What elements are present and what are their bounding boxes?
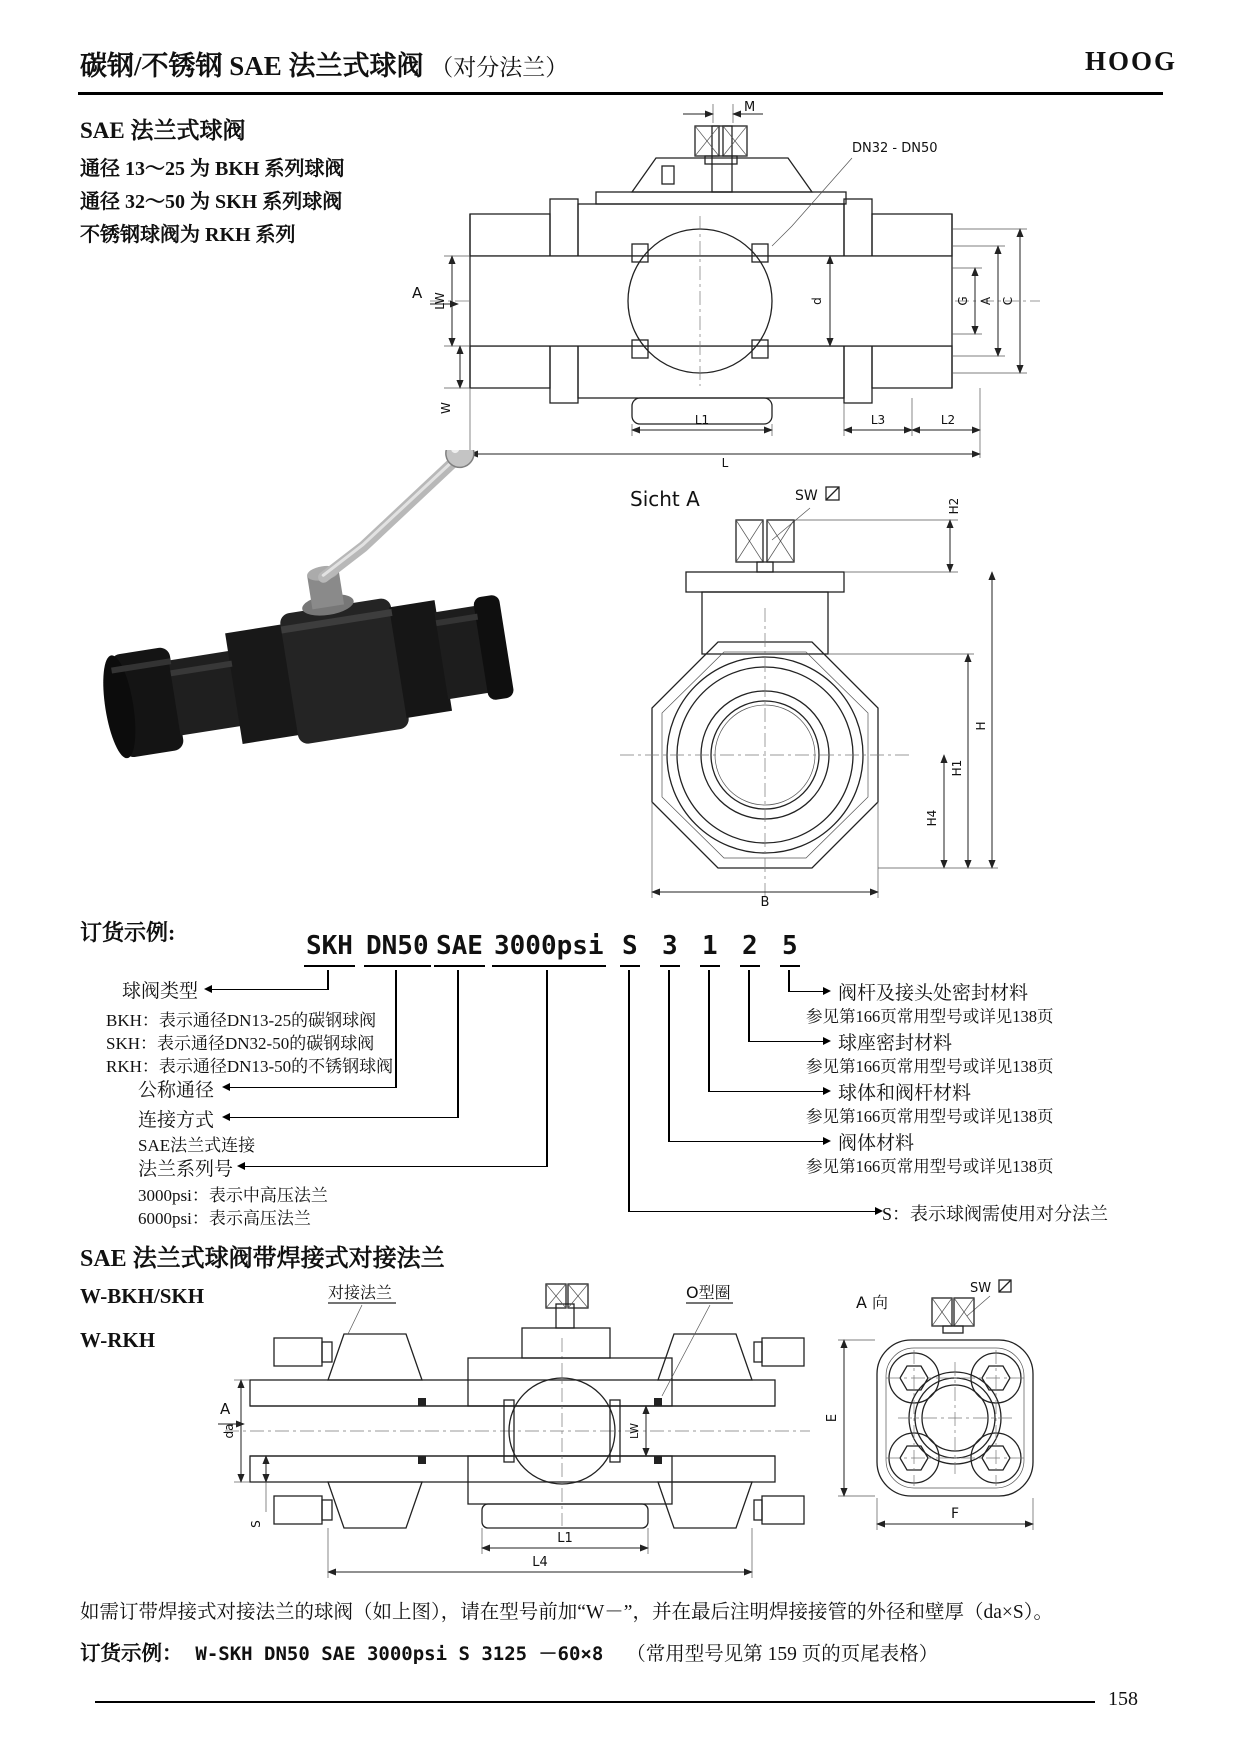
dim-label-l3: L3 xyxy=(870,413,886,427)
code-token-1: 1 xyxy=(700,930,720,967)
leader-line xyxy=(668,970,670,1142)
cross-section-svg xyxy=(400,96,1060,468)
code-token-s: S xyxy=(620,930,640,967)
dim-label-w: W xyxy=(439,402,453,414)
label-stem-seal: 阀杆及接头处密封材料 xyxy=(838,983,1029,1004)
dim-label-h1: H1 xyxy=(950,759,964,777)
section2-heading: SAE 法兰式球阀带焊接式对接法兰 xyxy=(80,1246,445,1272)
dim-label-f: F xyxy=(950,1506,960,1522)
note-6000psi: 6000psi：表示高压法兰 xyxy=(138,1209,311,1228)
order-code-diagram xyxy=(80,930,1190,1232)
butt-flange-label: 对接法兰 xyxy=(328,1283,393,1302)
leader-line xyxy=(546,970,548,1167)
leader-arrow xyxy=(823,987,831,995)
weld-flange-drawing xyxy=(210,1276,1040,1591)
intro-block xyxy=(80,112,344,252)
code-token-3: 3 xyxy=(660,930,680,967)
front-view-drawing xyxy=(560,468,1010,913)
brand-logo: HOOG xyxy=(1085,46,1178,76)
intro-title: SAE 法兰式球阀 xyxy=(80,118,246,143)
dim-label-l1: L1 xyxy=(557,1531,573,1546)
ref-note-1: 参见第166页常用型号或详见138页 xyxy=(806,1007,1054,1026)
dim-label-m: M xyxy=(744,100,756,115)
view-arrow-a-label: A xyxy=(220,1400,231,1418)
leader-line xyxy=(788,970,790,992)
note-rkh: RKH：表示通径DN13-50的不锈钢球阀 xyxy=(106,1057,394,1076)
note-skh: SKH：表示通径DN32-50的碳钢球阀 xyxy=(106,1034,375,1053)
leader-line xyxy=(708,970,710,1092)
intro-line-2: 通径 32～50 为 SKH 系列球阀 xyxy=(80,191,343,213)
dim-label-a: A xyxy=(979,296,993,306)
leader-line xyxy=(668,1141,823,1143)
dim-label-h4: H4 xyxy=(925,809,939,827)
valve-photo xyxy=(85,450,515,795)
valve-cross-section-drawing xyxy=(400,96,1060,473)
dim-label-s: S xyxy=(249,1520,263,1528)
page-header xyxy=(80,44,568,83)
leader-line xyxy=(212,989,328,991)
code-token-5: 5 xyxy=(780,930,800,967)
leader-line xyxy=(748,970,750,1042)
leader-line xyxy=(628,1211,875,1213)
view-arrow-a-label: A xyxy=(412,284,423,302)
label-body-material: 阀体材料 xyxy=(838,1133,915,1154)
leader-line xyxy=(327,970,329,990)
dim-label-l4: L4 xyxy=(532,1555,548,1570)
o-ring-label: O型圈 xyxy=(686,1283,731,1302)
label-flange-series: 法兰系列号 xyxy=(138,1159,234,1180)
ref-note-2: 参见第166页常用型号或详见138页 xyxy=(806,1057,1054,1076)
dim-label-da: da xyxy=(222,1423,236,1439)
page-title: 碳钢/不锈钢 SAE 法兰式球阀 xyxy=(80,51,424,81)
note-sae-connection: SAE法兰式连接 xyxy=(138,1136,256,1155)
example-code: W-SKH DN50 SAE 3000psi S 3125 －60×8 xyxy=(195,1643,604,1665)
example-note: （常用型号见第 159 页的页尾表格） xyxy=(626,1644,939,1665)
leader-line xyxy=(245,1166,547,1168)
order-example-heading: 订货示例: xyxy=(80,920,176,945)
code-token-psi: 3000psi xyxy=(492,930,606,967)
leader-arrow xyxy=(823,1137,831,1145)
leader-line xyxy=(708,1091,823,1093)
leader-line xyxy=(788,991,823,993)
leader-arrow xyxy=(237,1162,245,1170)
page-title-paren: （对分法兰） xyxy=(430,55,569,80)
weld-flange-svg xyxy=(210,1276,1040,1586)
code-token-sae: SAE xyxy=(434,930,485,967)
valve-photo-svg xyxy=(85,450,515,790)
example-label: 订货示例： xyxy=(80,1643,183,1665)
sw-label: SW xyxy=(970,1281,992,1296)
dim-label-lw: LW xyxy=(433,292,447,310)
leader-line xyxy=(748,1041,823,1043)
leader-arrow xyxy=(222,1113,230,1121)
leader-line xyxy=(230,1087,396,1089)
series-w-bkh-skh: W-BKH/SKH xyxy=(80,1284,205,1308)
leader-arrow xyxy=(204,985,212,993)
dim-label-l: L xyxy=(721,456,729,468)
weld-order-note: 如需订带焊接式对接法兰的球阀（如上图），请在型号前加“W－”，并在最后注明焊接接管的外径和壁厚（da×S）。 xyxy=(80,1602,1053,1623)
code-token-series: SKH xyxy=(304,930,355,967)
dim-label-l1: L1 xyxy=(694,413,710,427)
ref-note-3: 参见第166页常用型号或详见138页 xyxy=(806,1107,1054,1126)
view-a-label: A 向 xyxy=(856,1293,889,1312)
series-w-rkh: W-RKH xyxy=(80,1328,156,1352)
dim-label-h: H xyxy=(974,721,988,731)
code-token-dn: DN50 xyxy=(364,930,431,967)
weld-order-example xyxy=(80,1636,1170,1666)
note-3000psi: 3000psi：表示中高压法兰 xyxy=(138,1186,328,1205)
page-number: 158 xyxy=(1108,1688,1138,1710)
leader-line xyxy=(457,970,459,1118)
header-rule xyxy=(78,92,1163,95)
ref-note-4: 参见第166页常用型号或详见138页 xyxy=(806,1157,1054,1176)
code-token-2: 2 xyxy=(740,930,760,967)
dim-label-d: d xyxy=(810,297,824,305)
label-valve-type: 球阀类型 xyxy=(122,981,199,1002)
dim-label-e: E xyxy=(825,1413,840,1423)
leader-arrow xyxy=(222,1083,230,1091)
dim-label-lw: LW xyxy=(628,1423,641,1439)
dim-label-c: C xyxy=(1001,296,1015,306)
dim-label-h2: H2 xyxy=(947,497,961,515)
dim-label-l2: L2 xyxy=(940,413,956,427)
label-nominal-bore: 公称通径 xyxy=(138,1080,215,1101)
dim-label-g: G xyxy=(956,296,970,306)
note-bkh: BKH：表示通径DN13-25的碳钢球阀 xyxy=(106,1011,377,1030)
intro-line-1: 通径 13～25 为 BKH 系列球阀 xyxy=(80,158,345,180)
front-view-svg xyxy=(560,468,1010,908)
dn-range-label: DN32 - DN50 xyxy=(852,141,938,156)
intro-line-3: 不锈钢球阀为 RKH 系列 xyxy=(80,224,296,246)
leader-line xyxy=(628,970,630,1212)
leader-arrow xyxy=(823,1037,831,1045)
label-seat-seal: 球座密封材料 xyxy=(838,1033,953,1054)
leader-line xyxy=(395,970,397,1088)
sw-label: SW xyxy=(795,488,818,504)
view-title: Sicht A xyxy=(630,487,700,511)
label-connection: 连接方式 xyxy=(138,1110,215,1131)
dim-label-b: B xyxy=(760,895,770,908)
label-s-split-flange: S：表示球阀需使用对分法兰 xyxy=(882,1204,1109,1224)
leader-arrow xyxy=(823,1087,831,1095)
leader-line xyxy=(230,1117,458,1119)
footer-rule xyxy=(95,1701,1095,1703)
label-ball-stem-material: 球体和阀杆材料 xyxy=(838,1083,972,1104)
